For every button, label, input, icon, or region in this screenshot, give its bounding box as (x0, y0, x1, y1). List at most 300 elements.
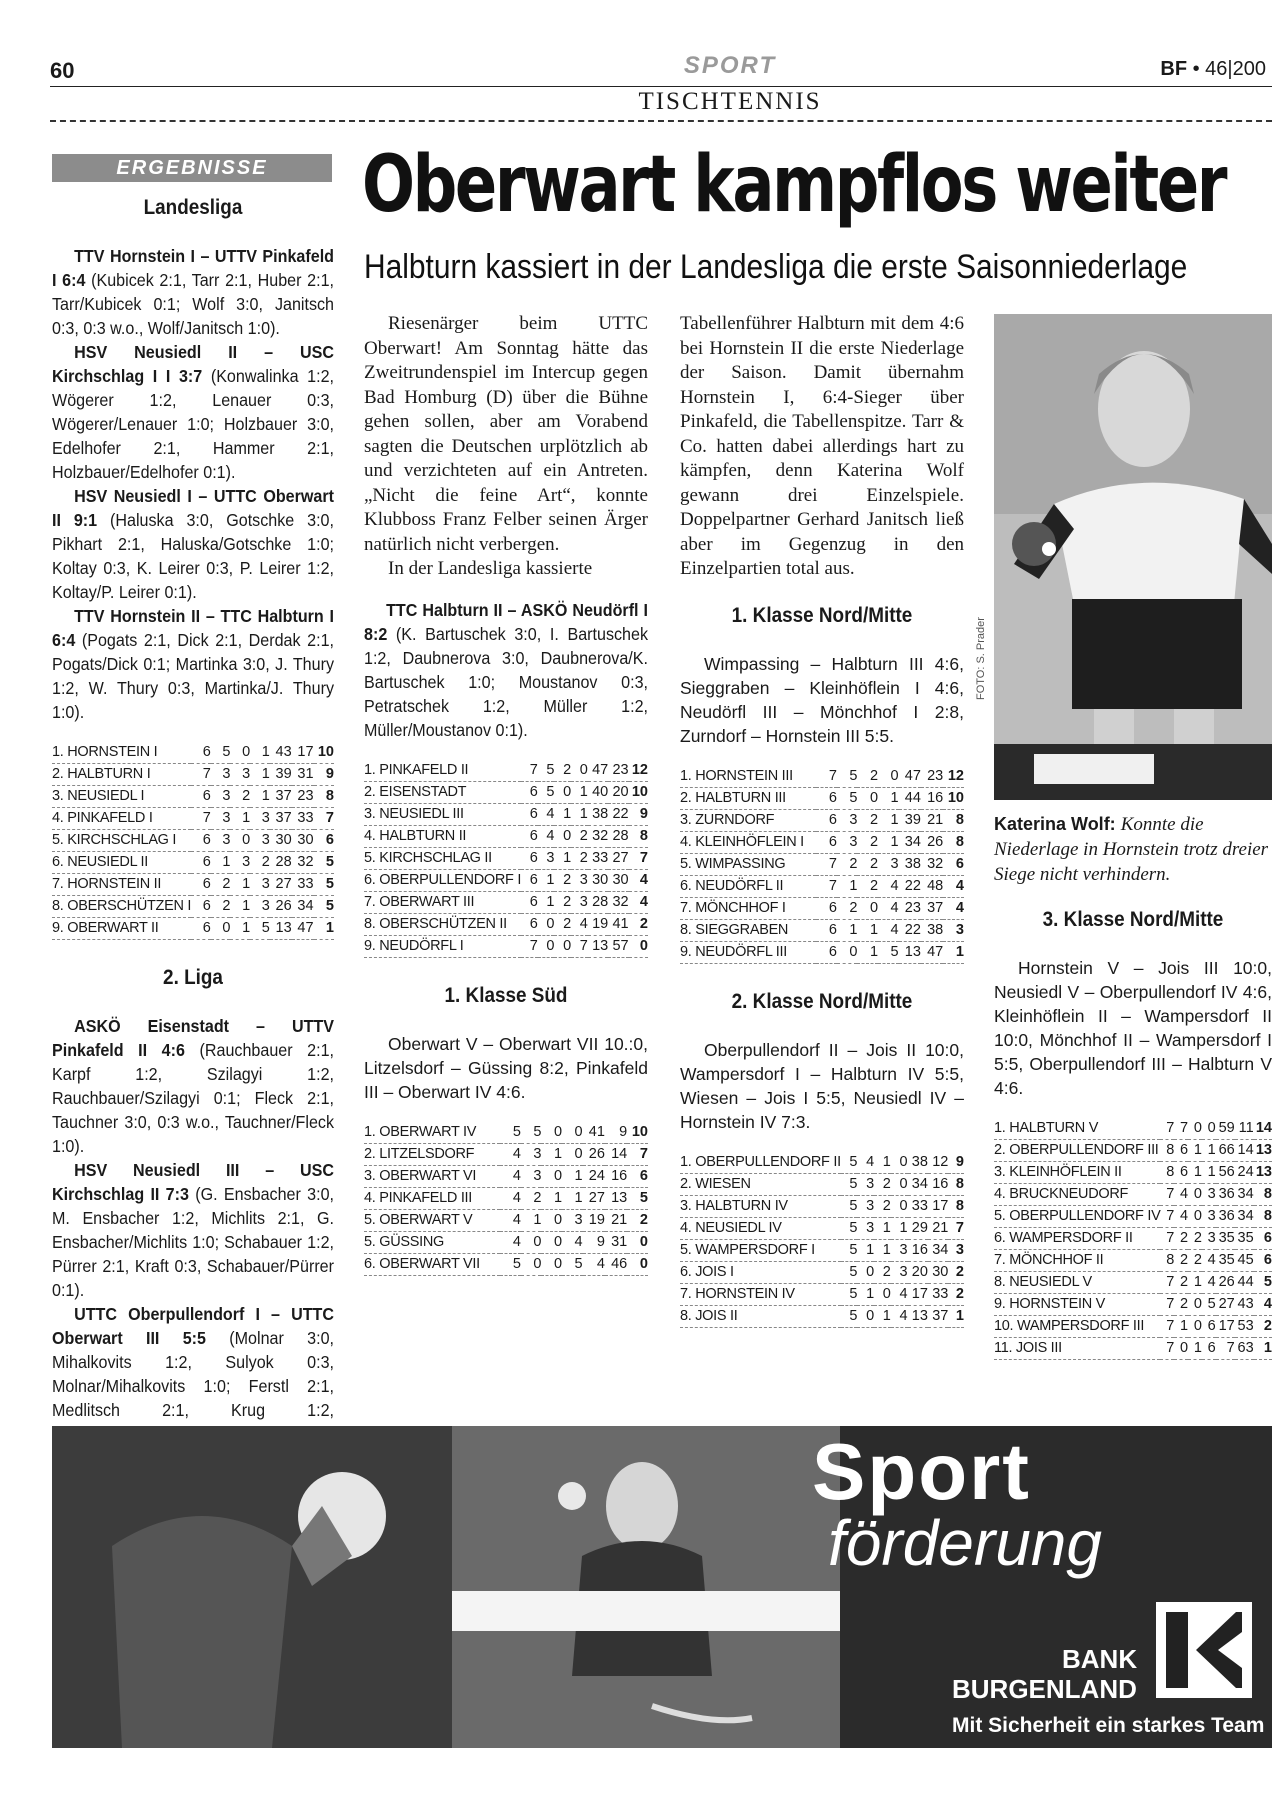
stat-cell: 3 (571, 869, 588, 891)
points-cell: 6 (943, 853, 964, 875)
stat-cell: 2 (211, 896, 231, 918)
stat-cell: 46 (605, 1253, 627, 1275)
stat-cell: 37 (921, 897, 943, 919)
stat-cell: 43 (1235, 1294, 1254, 1316)
stat-cell: 6 (1202, 1338, 1216, 1360)
table-row (994, 1140, 1272, 1162)
stat-cell: 1 (891, 1217, 908, 1239)
stat-cell: 3 (521, 1143, 542, 1165)
table-row (364, 1253, 648, 1275)
stat-cell: 3 (211, 786, 231, 808)
subheadline: Halbturn kassiert in der Landesliga die erste Saisonniederlage (364, 248, 1188, 286)
points-cell: 7 (629, 847, 648, 869)
article-paragraph: In der Landesliga kassierte (388, 558, 593, 579)
result-detail: (G. Ensbacher 3:0, M. Ensbacher 1:2, Michlits 2:1, G. Ensbacher/Michlits 1:0; Schabauer 1:2, Pürrer 2:1, Kraft 0:3, Schabauer/Pürrer 0:1). (52, 1184, 335, 1300)
points-cell: 9 (629, 803, 648, 825)
stat-cell: 1 (857, 941, 878, 963)
standings-table (364, 760, 648, 958)
stat-cell: 1 (874, 1305, 891, 1327)
stat-cell: 16 (605, 1165, 627, 1187)
stat-cell: 0 (1188, 1294, 1202, 1316)
results-column (52, 196, 334, 1446)
brand-label: BF (1160, 58, 1188, 80)
stat-cell: 5 (521, 1122, 542, 1144)
stat-cell: 5 (837, 766, 858, 788)
stat-cell: 2 (554, 891, 571, 913)
stat-cell: 0 (874, 1283, 891, 1305)
points-cell: 4 (1254, 1294, 1272, 1316)
stat-cell: 2 (250, 852, 270, 874)
stat-cell: 4 (1174, 1206, 1188, 1228)
table-row (52, 764, 334, 786)
stat-cell: 5 (1202, 1294, 1216, 1316)
stat-cell: 3 (211, 830, 231, 852)
points-cell: 8 (948, 1195, 964, 1217)
table-row (680, 1305, 964, 1327)
standings-table (52, 742, 334, 940)
points-cell: 5 (314, 896, 334, 918)
stat-cell: 0 (1188, 1118, 1202, 1140)
team-name: 3. ZURNDORF (680, 809, 816, 831)
table-row (680, 766, 964, 788)
stat-cell: 12 (928, 1152, 948, 1174)
team-name: 11. JOIS III (994, 1338, 1160, 1360)
stat-cell: 27 (608, 847, 628, 869)
results-column-4 (994, 908, 1272, 1386)
stat-cell: 34 (292, 896, 314, 918)
stat-cell: 20 (908, 1261, 928, 1283)
stat-cell: 3 (571, 891, 588, 913)
stat-cell: 31 (605, 1231, 627, 1253)
stat-cell: 2 (554, 869, 571, 891)
stat-cell: 5 (837, 787, 858, 809)
stat-cell: 9 (583, 1231, 605, 1253)
stat-cell: 33 (928, 1283, 948, 1305)
photo-credit: FOTO: S. Prader (975, 617, 987, 700)
stat-cell: 6 (191, 874, 211, 896)
stat-cell: 13 (899, 941, 921, 963)
team-name: 8. SIEGGRABEN (680, 919, 816, 941)
stat-cell: 0 (1188, 1316, 1202, 1338)
stat-cell: 32 (608, 891, 628, 913)
stat-cell: 56 (1216, 1162, 1235, 1184)
stat-cell: 44 (1235, 1272, 1254, 1294)
stat-cell: 31 (292, 764, 314, 786)
result-detail: (Haluska 3:0, Gotschke 3:0, Pikhart 2:1, Haluska/Gotschke 1:0; Koltay 0:3, K. Leirer 0:3, P. Leirer 1:2, Koltay/P. Leirer 0:1). (52, 510, 335, 602)
table-row (680, 1152, 964, 1174)
stat-cell: 3 (891, 1239, 908, 1261)
points-cell: 8 (1254, 1206, 1272, 1228)
result-detail: (Rauchbauer 2:1, Karpf 1:2, Szilagyi 1:2, Rauchbauer/Szilagyi 0:1; Fleck 2:1, Tauchner 3:0, 0:3 w.o., Tauchner/Fleck 1:0). (52, 1040, 335, 1156)
stat-cell: 2 (1188, 1250, 1202, 1272)
stat-cell: 47 (588, 760, 608, 782)
stat-cell: 66 (1216, 1140, 1235, 1162)
stat-cell: 6 (191, 918, 211, 940)
landesliga-heading: Landesliga (143, 196, 243, 219)
stat-cell: 5 (841, 1283, 858, 1305)
caption-name: Katerina Wolf: (994, 814, 1116, 834)
team-name: 7. HORNSTEIN II (52, 874, 191, 896)
table-row (994, 1316, 1272, 1338)
team-name: 7. MÖNCHHOF II (994, 1250, 1160, 1272)
stat-cell: 3 (837, 831, 858, 853)
team-name: 2. OBERPULLENDORF III (994, 1140, 1160, 1162)
bank-advertisement[interactable] (52, 1426, 1272, 1748)
points-cell: 8 (314, 786, 334, 808)
stat-cell: 21 (928, 1217, 948, 1239)
table-row (680, 875, 964, 897)
stat-cell: 1 (837, 919, 858, 941)
stat-cell: 20 (608, 781, 628, 803)
stat-cell: 0 (891, 1195, 908, 1217)
team-name: 8. NEUSIEDL V (994, 1272, 1160, 1294)
table-row (364, 847, 648, 869)
stat-cell: 7 (191, 764, 211, 786)
stat-cell: 5 (841, 1305, 858, 1327)
points-cell: 4 (943, 897, 964, 919)
stat-cell: 28 (588, 891, 608, 913)
result-entry (364, 598, 648, 742)
points-cell: 8 (629, 825, 648, 847)
team-name: 10. WAMPERSDORF III (994, 1316, 1160, 1338)
team-name: 9. NEUDÖRFL III (680, 941, 816, 963)
points-cell: 10 (629, 781, 648, 803)
stat-cell: 3 (857, 1195, 874, 1217)
stat-cell: 4 (891, 1305, 908, 1327)
team-name: 6. OBERPULLENDORF I (364, 869, 521, 891)
stat-cell: 6 (816, 787, 837, 809)
stat-cell: 17 (1216, 1316, 1235, 1338)
stat-cell: 6 (816, 897, 837, 919)
table-row (994, 1162, 1272, 1184)
points-cell: 2 (948, 1261, 964, 1283)
stat-cell: 3 (837, 809, 858, 831)
table-row (994, 1272, 1272, 1294)
table-row (364, 891, 648, 913)
points-cell: 14 (1254, 1118, 1272, 1140)
stat-cell: 3 (1202, 1184, 1216, 1206)
result-detail: (Pogats 2:1, Dick 2:1, Derdak 2:1, Pogats/Dick 0:1; Martinka 3:0, J. Thury 1:2, W. Thury 0:3, Martinka/J. Thury 1:0). (52, 630, 335, 722)
stat-cell: 1 (230, 808, 250, 830)
result-match: TTV Hornstein II – TTC Halbturn I 6:4 (52, 606, 335, 650)
stat-cell: 43 (270, 742, 292, 764)
stat-cell: 30 (270, 830, 292, 852)
stat-cell: 7 (191, 808, 211, 830)
points-cell: 9 (314, 764, 334, 786)
stat-cell: 24 (583, 1165, 605, 1187)
stat-cell: 39 (270, 764, 292, 786)
stat-cell: 33 (292, 808, 314, 830)
stat-cell: 0 (1188, 1206, 1202, 1228)
stat-cell: 1 (837, 875, 858, 897)
team-name: 3. NEUSIEDL III (364, 803, 521, 825)
stat-cell: 14 (1235, 1140, 1254, 1162)
stat-cell: 37 (270, 786, 292, 808)
stat-cell: 23 (608, 760, 628, 782)
stat-cell: 3 (211, 764, 231, 786)
stat-cell: 0 (538, 935, 555, 957)
table-row (994, 1118, 1272, 1140)
table-row (994, 1184, 1272, 1206)
team-name: 6. OBERWART VII (364, 1253, 500, 1275)
stat-cell: 17 (928, 1195, 948, 1217)
table-row (364, 1231, 648, 1253)
stat-cell: 1 (874, 1217, 891, 1239)
table-row (680, 1239, 964, 1261)
team-name: 1. HORNSTEIN I (52, 742, 191, 764)
stat-cell: 4 (538, 825, 555, 847)
stat-cell: 27 (583, 1187, 605, 1209)
stat-cell: 16 (921, 787, 943, 809)
stat-cell: 0 (554, 825, 571, 847)
table-row (680, 809, 964, 831)
team-name: 4. NEUSIEDL IV (680, 1217, 841, 1239)
stat-cell: 7 (1216, 1338, 1235, 1360)
team-name: 7. MÖNCHHOF I (680, 897, 816, 919)
klasse-sued-heading: 1. Klasse Süd (444, 983, 568, 1007)
stat-cell: 33 (588, 847, 608, 869)
article-paragraph: Tabellenführer Halbturn mit dem 4:6 bei Hornstein II die erste Niederlage der Saison. Damit übernahm Hornstein I, 6:4-Sieger über Pinkafeld, die Tabellenspitze. Tarr & Co. hatten dabei allerdings hart zu kämpfen, denn Katerina Wolf gewann drei Einzelspiele. Doppelpartner Gerhard Janitsch ließ aber im Gegenzug in den Einzelpartien total aus. (680, 313, 964, 579)
points-cell: 2 (1254, 1316, 1272, 1338)
stat-cell: 0 (891, 1152, 908, 1174)
tennis-player-image (452, 1426, 840, 1748)
stat-cell: 6 (191, 830, 211, 852)
stat-cell: 3 (1202, 1206, 1216, 1228)
stat-cell: 1 (878, 831, 899, 853)
team-name: 2. EISENSTADT (364, 781, 521, 803)
team-name: 8. JOIS II (680, 1305, 841, 1327)
stat-cell: 6 (816, 941, 837, 963)
stat-cell: 0 (521, 1253, 542, 1275)
stat-cell: 17 (292, 742, 314, 764)
points-cell: 12 (943, 766, 964, 788)
klasse-sued-results: Oberwart V – Oberwart VII 10.:0, Litzelsdorf – Güssing 8:2, Pinkafeld III – Oberwart IV 4:6. (364, 1033, 648, 1102)
bank-logo-icon (1156, 1602, 1252, 1698)
stat-cell: 26 (1216, 1272, 1235, 1294)
result-match: HSV Neusiedl III – USC Kirchschlag II 7:3 (52, 1160, 335, 1204)
table-row (364, 760, 648, 782)
points-cell: 7 (627, 1143, 648, 1165)
stat-cell: 28 (270, 852, 292, 874)
stat-cell: 6 (521, 825, 538, 847)
team-name: 2. WIESEN (680, 1173, 841, 1195)
standings-table (680, 766, 964, 964)
stat-cell: 1 (857, 919, 878, 941)
stat-cell: 6 (521, 847, 538, 869)
stat-cell: 30 (292, 830, 314, 852)
stat-cell: 6 (191, 786, 211, 808)
stat-cell: 0 (230, 742, 250, 764)
stat-cell: 6 (816, 809, 837, 831)
article-paragraph: Riesenärger beim UTTC Oberwart! Am Sonntag hätte das Zweitrundenspiel im Intercup gegen Bad Homburg (D) über die Bühne gehen sollen, aber am Vorabend sagten die Deutschen urplötzlich ab und verzichteten auf ein Antreten. „Nicht die feine Art“, konnte Klubboss Franz Felber seinen Ärger natürlich nicht verbergen. (364, 313, 648, 555)
stat-cell: 4 (500, 1187, 521, 1209)
stat-cell: 4 (1202, 1272, 1216, 1294)
stat-cell: 34 (1235, 1184, 1254, 1206)
table-row (680, 897, 964, 919)
stat-cell: 35 (1235, 1228, 1254, 1250)
stat-cell: 14 (605, 1143, 627, 1165)
stat-cell: 38 (588, 803, 608, 825)
stat-cell: 40 (588, 781, 608, 803)
result-entry (52, 1014, 334, 1158)
result-entry (52, 340, 334, 484)
ergebnisse-label: ERGEBNISSE (52, 154, 332, 182)
points-cell: 5 (314, 874, 334, 896)
stat-cell: 4 (878, 875, 899, 897)
points-cell: 7 (948, 1217, 964, 1239)
points-cell: 5 (1254, 1272, 1272, 1294)
stat-cell: 30 (588, 869, 608, 891)
team-name: 4. BRUCKNEUDORF (994, 1184, 1160, 1206)
stat-cell: 8 (1160, 1140, 1174, 1162)
page-number: 60 (50, 58, 75, 83)
stat-cell: 0 (541, 1122, 562, 1144)
stat-cell: 34 (899, 831, 921, 853)
klasse2-nord-results: Oberpullendorf II – Jois II 10:0, Wampersdorf I – Halbturn IV 5:5, Wiesen – Jois I 5:5, Neusiedl IV – Hornstein IV 7:3. (680, 1039, 964, 1132)
stat-cell: 0 (230, 830, 250, 852)
team-name: 8. OBERSCHÜTZEN I (52, 896, 191, 918)
stat-cell: 1 (211, 852, 231, 874)
stat-cell: 1 (878, 809, 899, 831)
stat-cell: 36 (1216, 1206, 1235, 1228)
stat-cell: 7 (1160, 1206, 1174, 1228)
result-entry (52, 1302, 334, 1446)
team-name: 2. LITZELSDORF (364, 1143, 500, 1165)
points-cell: 1 (943, 941, 964, 963)
table-row (364, 869, 648, 891)
stat-cell: 23 (921, 766, 943, 788)
photo-caption (994, 812, 1272, 887)
stat-cell: 33 (292, 874, 314, 896)
stat-cell: 8 (1160, 1162, 1174, 1184)
team-name: 9. HORNSTEIN V (994, 1294, 1160, 1316)
stat-cell: 35 (1216, 1228, 1235, 1250)
stat-cell: 29 (908, 1217, 928, 1239)
stat-cell: 7 (816, 853, 837, 875)
stat-cell: 1 (1188, 1272, 1202, 1294)
stat-cell: 6 (521, 869, 538, 891)
result-detail: (Molnar 3:0, Mihalkovits 1:2, Sulyok 0:3, Molnar/Mihalkovits 1:0; Ferstl 2:1, Medlitsch 2:1, Krug 1:2, (52, 1328, 335, 1420)
stat-cell: 4 (500, 1231, 521, 1253)
points-cell: 5 (314, 852, 334, 874)
table-row (52, 742, 334, 764)
subsection-title: TISCHTENNIS (638, 88, 822, 115)
stat-cell: 5 (841, 1152, 858, 1174)
stat-cell: 6 (191, 852, 211, 874)
stat-cell: 0 (837, 941, 858, 963)
points-cell: 6 (1254, 1250, 1272, 1272)
points-cell: 1 (314, 918, 334, 940)
stat-cell: 21 (605, 1209, 627, 1231)
stat-cell: 13 (908, 1305, 928, 1327)
stat-cell: 41 (583, 1122, 605, 1144)
result-match: HSV Neusiedl II – USC Kirchschlag I I 3:7 (52, 342, 335, 386)
stat-cell: 13 (605, 1187, 627, 1209)
stat-cell: 2 (230, 786, 250, 808)
stat-cell: 6 (191, 742, 211, 764)
stat-cell: 32 (292, 852, 314, 874)
klasse1-nord-results: Wimpassing – Halbturn III 4:6, Sieggraben – Kleinhöflein I 4:6, Neudörfl III – Mönchhof I 2:8, Zurndorf – Hornstein III 5:5. (680, 653, 964, 746)
stat-cell: 0 (541, 1209, 562, 1231)
result-entry (52, 244, 334, 340)
stat-cell: 1 (250, 764, 270, 786)
klasse2-nord-heading: 2. Klasse Nord/Mitte (731, 989, 913, 1013)
stat-cell: 1 (1174, 1316, 1188, 1338)
result-match: UTTC Oberpullendorf I – UTTC Oberwart III 5:5 (52, 1304, 335, 1348)
standings-table (680, 1152, 964, 1328)
points-cell: 3 (948, 1239, 964, 1261)
bank-name-line1: BANK (1062, 1644, 1138, 1674)
table-row (680, 1261, 964, 1283)
stat-cell: 23 (292, 786, 314, 808)
result-detail: (Konwalinka 1:2, Wögerer 1:2, Lenauer 0:3, Wögerer/Lenauer 1:0; Holzbauer 3:0, Edelhofer 2:1, Hammer 2:1, Holzbauer/Edelhofer 0:1). (52, 366, 335, 482)
stat-cell: 22 (899, 919, 921, 941)
stat-cell: 3 (211, 808, 231, 830)
stat-cell: 34 (928, 1239, 948, 1261)
stat-cell: 3 (250, 874, 270, 896)
stat-cell: 3 (878, 853, 899, 875)
stat-cell: 1 (541, 1143, 562, 1165)
points-cell: 0 (627, 1253, 648, 1275)
points-cell: 5 (627, 1187, 648, 1209)
ad-slogan: Mit Sicherheit ein starkes Team (952, 1714, 1265, 1737)
points-cell: 0 (629, 935, 648, 957)
table-row (52, 896, 334, 918)
team-name: 3. KLEINHÖFLEIN II (994, 1162, 1160, 1184)
stat-cell: 2 (211, 874, 231, 896)
team-name: 3. HALBTURN IV (680, 1195, 841, 1217)
team-name: 6. JOIS I (680, 1261, 841, 1283)
stat-cell: 6 (816, 919, 837, 941)
stat-cell: 4 (500, 1209, 521, 1231)
stat-cell: 5 (211, 742, 231, 764)
stat-cell: 1 (571, 781, 588, 803)
stat-cell: 32 (588, 825, 608, 847)
points-cell: 10 (314, 742, 334, 764)
stat-cell: 4 (1202, 1250, 1216, 1272)
stat-cell: 57 (608, 935, 628, 957)
stat-cell: 26 (270, 896, 292, 918)
stat-cell: 1 (230, 918, 250, 940)
stat-cell: 47 (899, 766, 921, 788)
stat-cell: 30 (928, 1261, 948, 1283)
stat-cell: 1 (554, 847, 571, 869)
result-entry (52, 1158, 334, 1302)
table-row (994, 1294, 1272, 1316)
result-match: HSV Neusiedl I – UTTC Oberwart II 9:1 (52, 486, 335, 530)
stat-cell: 4 (878, 919, 899, 941)
stat-cell: 2 (837, 853, 858, 875)
stat-cell: 22 (899, 875, 921, 897)
stat-cell: 0 (1202, 1118, 1216, 1140)
stat-cell: 5 (250, 918, 270, 940)
table-row (680, 1283, 964, 1305)
stat-cell: 16 (928, 1173, 948, 1195)
standings-table (994, 1118, 1272, 1360)
stat-cell: 6 (191, 896, 211, 918)
stat-cell: 0 (857, 1305, 874, 1327)
team-name: 8. OBERSCHÜTZEN II (364, 913, 521, 935)
points-cell: 6 (1254, 1228, 1272, 1250)
stat-cell: 2 (1188, 1228, 1202, 1250)
table-tennis-player-image (994, 314, 1272, 800)
stat-cell: 1 (538, 891, 555, 913)
stat-cell: 0 (562, 1122, 583, 1144)
stat-cell: 5 (841, 1195, 858, 1217)
stat-cell: 30 (608, 869, 628, 891)
stat-cell: 0 (562, 1143, 583, 1165)
stat-cell: 2 (857, 831, 878, 853)
